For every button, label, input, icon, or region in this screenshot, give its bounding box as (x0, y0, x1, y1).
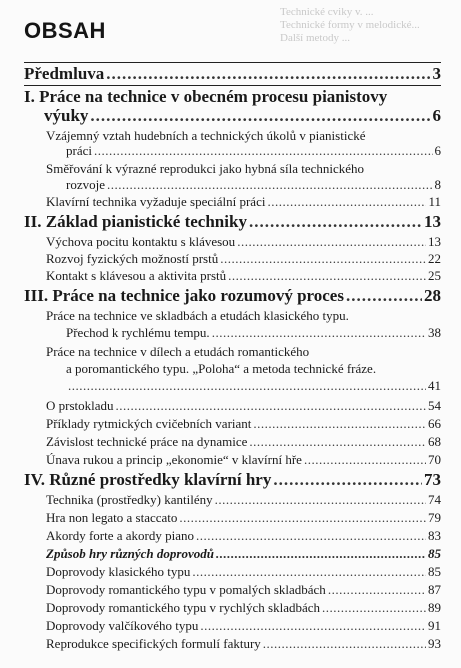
toc-title: Doprovody klasického typu (46, 564, 191, 579)
toc-entry (46, 434, 441, 449)
ghost-line: Technické cviky v. ... (280, 6, 374, 18)
toc-title: Únava rukou a princip „ekonomie“ v klavírní hře (46, 452, 302, 467)
toc-page: 6 (432, 106, 441, 125)
toc-page: 68 (428, 434, 441, 449)
toc-entry-line-2: a poromantického typu. „Poloha“ a metoda technické fráze. (66, 361, 377, 376)
toc-page: 91 (428, 618, 441, 633)
toc-leader (220, 251, 426, 266)
toc-leader (304, 452, 426, 467)
toc-leader (200, 618, 426, 633)
toc-title: rozvoje (66, 177, 105, 192)
toc-entry (66, 143, 441, 158)
toc-title: Příklady rytmických cvičebních variant (46, 416, 252, 431)
toc-entry (46, 251, 441, 266)
toc-chapter-1-line-1: I. Práce na technice v obecném procesu pianistovy (24, 87, 388, 106)
toc-leader (215, 492, 426, 507)
toc-leader (267, 194, 426, 209)
toc-entry (46, 416, 441, 431)
toc-page: 74 (428, 492, 441, 507)
toc-page: 13 (424, 212, 441, 231)
toc-entry (46, 234, 441, 249)
toc-title: Klavírní technika vyžaduje speciální práci (46, 194, 266, 209)
toc-entry-line-1: Práce na technice ve skladbách a etudách klasického typu. (46, 308, 349, 323)
toc-page: 66 (428, 416, 441, 431)
toc-title: O prstokladu (46, 398, 114, 413)
toc-leader (94, 143, 433, 158)
toc-entry (66, 325, 441, 340)
toc-page: 85 (428, 546, 441, 561)
ghost-line: Technické formy v melodické... (280, 19, 420, 31)
toc-title: Závislost technické práce na dynamice (46, 434, 248, 449)
toc-page: 25 (428, 268, 441, 283)
toc-chapter-1 (44, 106, 441, 125)
toc-leader (107, 177, 433, 192)
toc-entry-line-1: Směřování k výrazné reprodukci jako hybná síla technického (46, 161, 365, 176)
toc-entry-predmluva (24, 64, 441, 83)
toc-entry (46, 564, 441, 579)
toc-page: 83 (428, 528, 441, 543)
toc-entry (46, 398, 441, 413)
toc-entry-line-1: Práce na technice v dílech a etudách romantického (46, 344, 310, 359)
toc-title: výuky (44, 106, 89, 125)
toc-page: 13 (428, 234, 441, 249)
toc-leader (216, 546, 426, 561)
toc-entry-line-1: Vzájemný vztah hudebních a technických úkolů v pianistické (46, 128, 366, 143)
toc-page: 3 (432, 64, 441, 83)
toc-title: Doprovody romantického typu v rychlých skladbách (46, 600, 321, 615)
toc-chapter-4 (24, 470, 441, 489)
toc-title: Technika (prostředky) kantilény (46, 492, 213, 507)
toc-leader (228, 268, 426, 283)
ghost-line: Další metody ... (280, 32, 350, 44)
toc-entry-section (46, 546, 441, 561)
toc-page: 87 (428, 582, 441, 597)
divider (24, 62, 441, 63)
toc-title: Hra non legato a staccato (46, 510, 178, 525)
toc-leader (68, 378, 426, 393)
toc-leader (249, 434, 426, 449)
toc-page: 93 (428, 636, 441, 651)
toc-title: Doprovody valčíkového typu (46, 618, 199, 633)
toc-leader (346, 286, 422, 305)
toc-page: 70 (428, 452, 441, 467)
toc-page: 8 (434, 177, 441, 192)
toc-entry (46, 600, 441, 615)
toc-entry (46, 194, 441, 209)
toc-page: 54 (428, 398, 441, 413)
toc-page: 73 (424, 470, 441, 489)
toc-title: III. Práce na technice jako rozumový proces (24, 286, 344, 305)
toc-title: II. Základ pianistické techniky (24, 212, 247, 231)
toc-entry (46, 636, 441, 651)
toc-page: 41 (428, 378, 441, 393)
toc-page: 6 (434, 143, 441, 158)
toc-page: 38 (428, 325, 441, 340)
toc-leader (263, 636, 426, 651)
toc-entry (66, 177, 441, 192)
toc-leader (249, 212, 422, 231)
toc-page: 22 (428, 251, 441, 266)
toc-entry (46, 492, 441, 507)
toc-title: Způsob hry různých doprovodů (46, 546, 214, 561)
toc-title: Akordy forte a akordy piano (46, 528, 195, 543)
toc-leader (237, 234, 426, 249)
toc-leader (328, 582, 426, 597)
toc-entry (66, 378, 441, 393)
toc-title: Reprodukce specifických formulí faktury (46, 636, 261, 651)
toc-entry (46, 582, 441, 597)
toc-entry (46, 618, 441, 633)
toc-leader (253, 416, 426, 431)
toc-title: Přechod k rychlému tempu. (66, 325, 210, 340)
toc-page: 89 (428, 600, 441, 615)
toc-title: práci (66, 143, 92, 158)
toc-page: 28 (424, 286, 441, 305)
toc-leader (106, 64, 430, 83)
toc-page: 85 (428, 564, 441, 579)
toc-entry (46, 452, 441, 467)
toc-page: 11 (428, 194, 441, 209)
toc-entry (46, 528, 441, 543)
toc-title: Předmluva (24, 64, 105, 83)
toc-leader (90, 106, 430, 125)
toc-leader (179, 510, 426, 525)
toc-title: Doprovody romantického typu v pomalých skladbách (46, 582, 326, 597)
page-title: OBSAH (24, 18, 106, 43)
toc-title: Kontakt s klávesou a aktivita prstů (46, 268, 227, 283)
toc-leader (273, 470, 422, 489)
toc-leader (322, 600, 426, 615)
toc-leader (116, 398, 426, 413)
divider (24, 85, 441, 86)
toc-entry (46, 510, 441, 525)
toc-leader (196, 528, 426, 543)
toc-title: IV. Různé prostředky klavírní hry (24, 470, 272, 489)
toc-chapter-2 (24, 212, 441, 231)
toc-page: 79 (428, 510, 441, 525)
toc-chapter-3 (24, 286, 441, 305)
toc-leader (212, 325, 426, 340)
toc-title: Rozvoj fyzických možností prstů (46, 251, 219, 266)
toc-entry (46, 268, 441, 283)
toc-title: Výchova pocitu kontaktu s klávesou (46, 234, 236, 249)
toc-leader (192, 564, 426, 579)
